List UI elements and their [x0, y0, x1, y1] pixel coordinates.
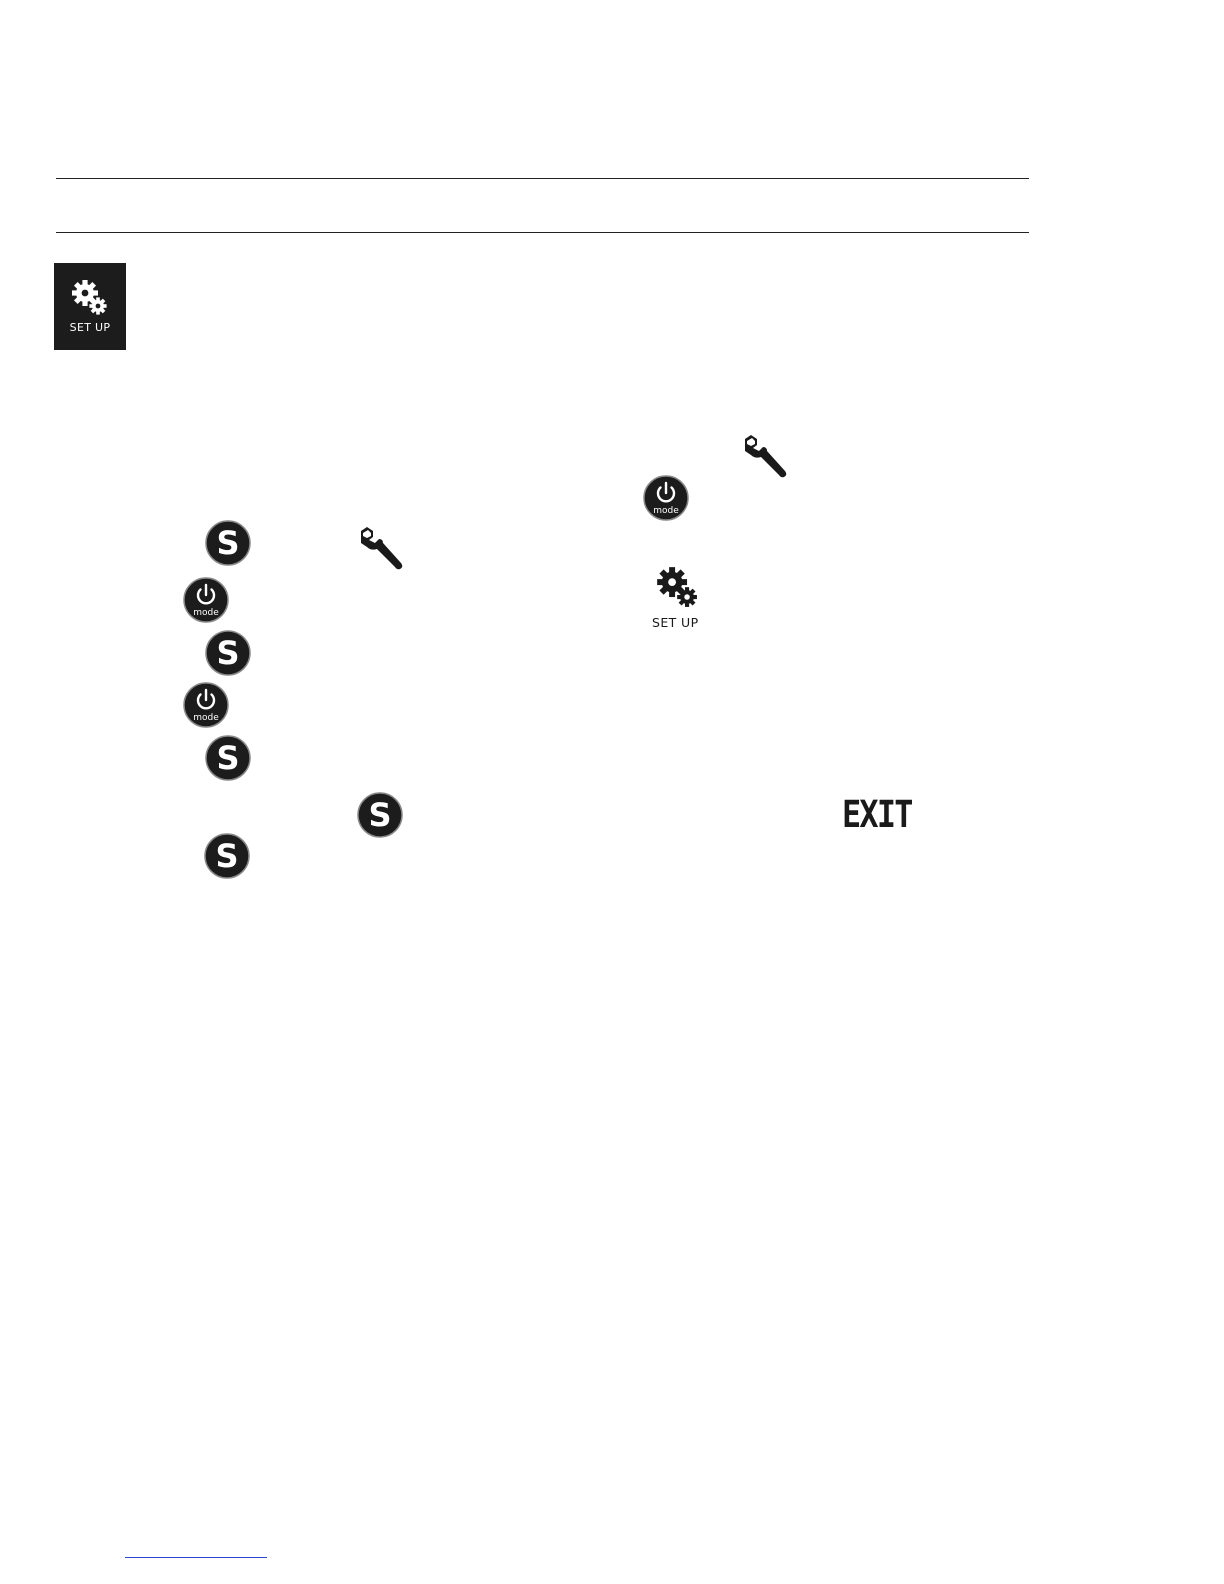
wrench-icon — [741, 431, 791, 481]
footer-link[interactable] — [125, 1557, 267, 1558]
mode-button-label: mode — [193, 608, 219, 618]
s-button[interactable] — [204, 833, 250, 879]
s-button-label: S — [216, 739, 240, 777]
s-button-label: S — [216, 524, 240, 562]
gears-icon — [654, 566, 704, 612]
mode-button-label: mode — [193, 713, 219, 723]
setup-badge — [54, 263, 126, 350]
gears-icon — [71, 279, 111, 319]
exit-label: EXIT — [842, 793, 912, 836]
setup-icon-inline — [652, 566, 708, 630]
setup-icon-label: SET UP — [652, 615, 699, 630]
s-button-label: S — [216, 634, 240, 672]
header-rule-top — [56, 178, 1029, 179]
setup-badge-label: SET UP — [69, 321, 111, 334]
mode-button[interactable] — [183, 682, 229, 728]
header-rule-bottom — [56, 232, 1029, 233]
s-button[interactable] — [205, 735, 251, 781]
s-button[interactable] — [205, 630, 251, 676]
s-button[interactable] — [357, 792, 403, 838]
mode-button[interactable] — [183, 577, 229, 623]
mode-button[interactable] — [643, 475, 689, 521]
s-button-label: S — [215, 837, 239, 875]
wrench-icon — [357, 523, 407, 573]
mode-button-label: mode — [653, 506, 679, 516]
s-button-label: S — [368, 796, 392, 834]
s-button[interactable] — [205, 520, 251, 566]
